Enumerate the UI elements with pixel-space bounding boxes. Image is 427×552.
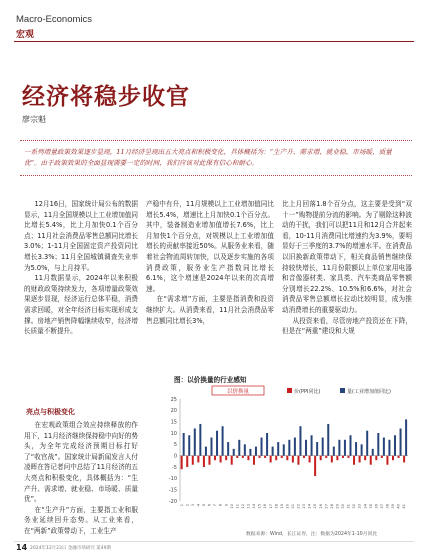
bar-price (353, 456, 355, 465)
bar-volume (366, 431, 368, 456)
bar-volume (194, 428, 196, 455)
bar-volume (333, 447, 335, 456)
bar-price (370, 456, 372, 465)
bar-price (242, 456, 244, 458)
chart-bars (181, 419, 407, 476)
x-tick-label: 38 (385, 504, 390, 509)
x-tick-label: 20 (285, 504, 290, 509)
x-tick-label: 23 (302, 504, 307, 509)
bar-price (203, 456, 205, 467)
bar-price (181, 456, 183, 470)
x-tick-label: 18 (274, 504, 279, 509)
x-tick-label: 34 (363, 504, 368, 509)
bar-price (275, 456, 277, 461)
bar-price (286, 456, 288, 461)
x-tick-label: 9 (224, 504, 229, 507)
bar-volume (355, 442, 357, 456)
x-tick-label: 12 (240, 504, 245, 509)
body-paragraph: 从投资来看，尽管房地产投资还在下降，但是在“两重”建设和大规 (282, 316, 412, 336)
x-tick-label: 14 (252, 504, 257, 509)
body-paragraph: 11月数据显示，2024年以来积极的财政政策持续发力，各项增量政策效果逐步显现，经济运行总体平稳，消费需求回暖，对全年经济目标实现形成支撑。房地产销售降幅继续收窄，经济增长质量不断提升。 (24, 274, 138, 336)
bar-price (386, 456, 388, 465)
bar-price (281, 456, 283, 458)
bar-volume (277, 442, 279, 456)
x-tick-label: 17 (268, 504, 273, 509)
bar-price (359, 456, 361, 463)
body-paragraph: 在“需求增”方面，主要是指消费和投资继续扩大。从消费来看，11月社会消费品零售总额同比增长3%， (146, 295, 274, 325)
bar-price (392, 456, 394, 461)
x-tick-label: 26 (318, 504, 323, 509)
legend-label-price: 价(PPI同比) (294, 389, 321, 395)
section-subheading: 亮点与积极变化 (26, 408, 75, 416)
x-tick-label: 31 (346, 504, 351, 509)
body-paragraph: 在宏观政策组合效应持续释放的作用下，11月经济继续保持稳中向好的势头，为全年完成经济预期目标打好了“收官战”。国家统计局新闻发言人付凌晖在答记者问中总结了11月经济的五大亮点和积极变化，具体概括为：“生产升、需求增、就业稳、市场暖、质量优”。 (24, 421, 138, 504)
body-paragraph: 产稳中有升，11月规模以上工业增加值同比增长5.4%，增速比上月加快0.1个百分点。其中，装备制造业增加值增长7.6%，比上月加快1个百分点，对规模以上工业增加值增长的贡献率接近50%。从服务业来看，随着社会物流周转加快，以及逐步实施的各项消费政策，服务业生产指数同比增长6.1%，这个增速是2024年以来的次高增速。 (146, 200, 274, 293)
bar-price (259, 456, 261, 458)
x-tick-label: 33 (357, 504, 362, 509)
bar-volume (361, 444, 363, 455)
y-tick-label: 10 (170, 430, 177, 437)
bar-price (225, 456, 227, 461)
article-author: 廖宗魁 (22, 115, 46, 124)
bar-volume (388, 440, 390, 456)
y-tick-label: -20 (168, 498, 177, 505)
section-label-en: Macro-Economics (16, 14, 93, 25)
bar-price (320, 456, 322, 461)
abstract-bottom-divider (20, 175, 412, 176)
bar-volume (294, 438, 296, 456)
bar-price (347, 456, 349, 458)
bar-price (398, 456, 400, 458)
bar-price (231, 456, 233, 465)
x-tick-label: 10 (229, 504, 234, 509)
bar-price (270, 456, 272, 463)
bar-price (192, 456, 194, 465)
x-tick-label: 24 (307, 504, 312, 509)
chart-legend (212, 386, 391, 395)
bar-price (331, 456, 333, 463)
page-number: 14 (16, 543, 28, 552)
bar-price (325, 456, 327, 458)
bar-volume (372, 449, 374, 456)
bar-volume (227, 442, 229, 456)
x-tick-label: 30 (341, 504, 346, 509)
bar-price (364, 456, 366, 461)
bar-volume (299, 426, 301, 455)
bar-volume (349, 435, 351, 455)
bar-price (309, 456, 311, 463)
body-column-2 (146, 199, 274, 370)
bar-volume (216, 431, 218, 456)
x-tick-label: 36 (374, 504, 379, 509)
bar-price (214, 456, 216, 461)
x-tick-label: 2 (185, 504, 190, 507)
bar-price (208, 456, 210, 465)
abstract-top-divider (20, 140, 412, 141)
bar-volume (316, 442, 318, 456)
x-tick-label: 11 (235, 504, 240, 509)
bar-volume (383, 438, 385, 456)
x-tick-label: 25 (313, 504, 318, 509)
bar-price (342, 456, 344, 458)
x-tick-label: 29 (335, 504, 340, 509)
bar-volume (233, 449, 235, 456)
bar-volume (183, 433, 185, 456)
legend-label-volume: 量(工业增加值同比) (347, 389, 391, 395)
bar-volume (255, 447, 257, 456)
body-paragraph: 在“生产升”方面，主要指工业和服务业延续回升态势。从工业来看，在“两新”政策带动下，工业生产 (24, 505, 138, 535)
x-tick-label: 13 (246, 504, 251, 509)
body-column-1 (24, 199, 138, 399)
x-tick-label: 32 (352, 504, 357, 509)
section-label-cn: 宏观 (16, 30, 35, 40)
bar-price (297, 456, 299, 465)
x-tick-label: 35 (368, 504, 373, 509)
x-tick-label: 39 (391, 504, 396, 509)
bar-volume (222, 426, 224, 455)
bar-price (253, 456, 255, 465)
bar-volume (338, 440, 340, 456)
x-tick-label: 41 (402, 504, 407, 509)
y-tick-label: 15 (170, 419, 177, 426)
footer-divider (14, 541, 414, 542)
bar-price (247, 456, 249, 461)
bar-price (403, 456, 405, 463)
bar-volume (238, 440, 240, 456)
x-tick-label: 40 (396, 504, 401, 509)
x-tick-label: 1 (179, 504, 184, 507)
bar-volume (305, 440, 307, 456)
x-tick-label: 15 (257, 504, 262, 509)
bar-volume (322, 438, 324, 456)
header-divider (14, 41, 414, 42)
y-tick-label: 20 (170, 408, 177, 415)
bar-volume (199, 424, 201, 456)
bar-volume (288, 440, 290, 456)
bar-volume (344, 440, 346, 456)
bar-price (220, 456, 222, 463)
legend-swatch-volume (340, 388, 345, 393)
y-tick-label: -10 (168, 476, 177, 483)
bar-volume (405, 419, 407, 455)
bar-volume (205, 447, 207, 456)
x-tick-label: 7 (213, 504, 218, 507)
x-tick-label: 16 (263, 504, 268, 509)
x-tick-label: 28 (329, 504, 334, 509)
x-tick-label: 8 (218, 504, 223, 507)
body-paragraph: 12月16日，国家统计局公布的数据显示，11月全国规模以上工业增加值同比增长5.4%，比上月加快0.1个百分点；11月社会消费品零售总额同比增长3.0%；1-11月全国固定资产投资同比增长3.3%；11月全国城镇调查失业率为5.0%，与上月持平。 (24, 200, 138, 272)
bar-volume (311, 435, 313, 455)
figure-source: 数据来源：Wind，长江证券，注：数据为2024年1-10月同比 (246, 532, 378, 537)
x-tick-label: 37 (379, 504, 384, 509)
article-title: 经济将稳步收官 (22, 84, 190, 110)
x-tick-label: 22 (296, 504, 301, 509)
y-tick-label: 0 (173, 453, 177, 460)
body-column-1-continued (24, 420, 138, 538)
bar-price (264, 456, 266, 458)
bar-volume (188, 435, 190, 455)
bar-chart (150, 383, 412, 530)
bar-volume (272, 447, 274, 456)
footer-issue-text: 2024年12月23日 金融市场研究 第49期 (30, 546, 111, 551)
body-paragraph: 比上月回落1.8个百分点，这主要是受到“双十一”购物提前分流的影响。为了剔除这种波动的干扰，我们可以把11月和12月合并起来看，10-11月消费同比增速约为3.9%，要明显好于三季度的3.7%的增速水平。在消费品以旧换新政策带动下，相关商品销售继续保持较快增长，11月份限额以上单位家用电器和音像器材类、家具类、汽车类商品零售额分别增长22.2%、10.5%和6.6%，对社会消费品零售总额增长拉动比较明显，成为推动消费增长的重要驱动力。 (282, 200, 412, 314)
body-column-3 (282, 199, 412, 370)
y-tick-label: -5 (172, 464, 177, 471)
x-tick-label: 6 (207, 504, 212, 507)
x-tick-label: 4 (196, 504, 201, 507)
bar-price (292, 456, 294, 463)
bar-price (381, 456, 383, 458)
article-abstract: 一系列增量政策效果逐步显现，11月经济呈现出五大亮点和积极变化，具体概括为：“生产升、需求增、就业稳、市场暖、质量优”。由于政策效果的全面显现需要一定的时间，我们应该对此保有信心和耐心。 (24, 148, 392, 167)
bar-price (314, 456, 316, 476)
figure-title: 图：以价换量的行业感知 (174, 376, 247, 384)
y-tick-label: 25 (170, 396, 177, 403)
bar-price (236, 456, 238, 458)
bar-volume (261, 438, 263, 456)
bar-price (375, 456, 377, 461)
x-tick-label: 19 (279, 504, 284, 509)
bar-volume (394, 435, 396, 455)
legend-swatch-price (287, 388, 292, 393)
x-tick-label: 21 (291, 504, 295, 509)
bar-price (197, 456, 199, 463)
x-axis-labels (180, 503, 406, 508)
bar-price (336, 456, 338, 461)
bar-volume (244, 444, 246, 455)
bar-volume (283, 444, 285, 455)
bar-price (303, 456, 305, 458)
x-tick-label: 27 (324, 504, 329, 509)
legend-label-highlight: 以价换量 (226, 389, 250, 395)
x-tick-label: 3 (190, 504, 195, 507)
bar-volume (327, 424, 329, 456)
bar-volume (377, 433, 379, 456)
x-tick-label: 5 (202, 504, 207, 507)
bar-volume (210, 438, 212, 456)
bar-volume (266, 433, 268, 456)
bar-volume (400, 428, 402, 455)
y-tick-label: -15 (168, 487, 177, 494)
bar-volume (249, 449, 251, 456)
y-tick-label: 5 (173, 442, 177, 449)
bar-price (186, 456, 188, 467)
